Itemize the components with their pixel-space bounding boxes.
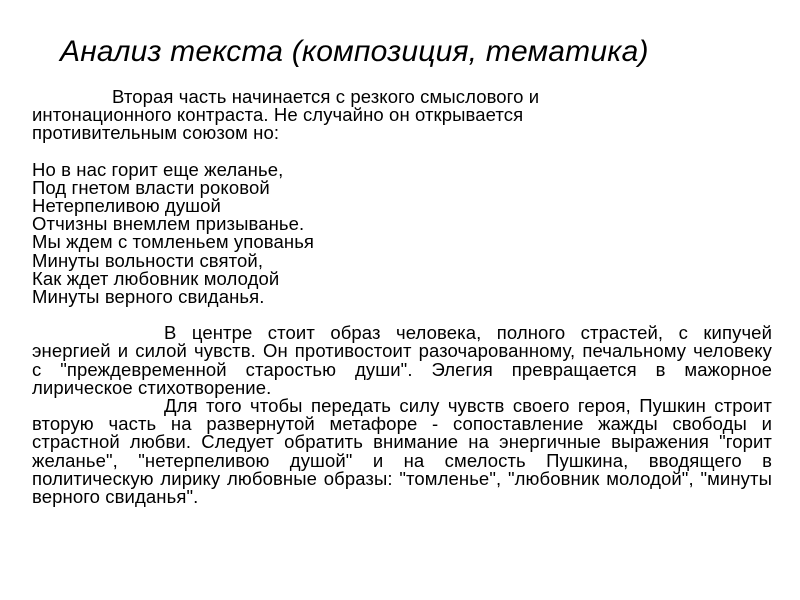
intro-paragraph: Вторая часть начинается с резкого смыслового и интонационного контраста. Не случайно он открывается противительным союзом но:	[32, 86, 540, 144]
poem-excerpt	[32, 158, 772, 308]
poem-line: Нетерпеливою душой	[32, 195, 221, 217]
slide-title: Анализ текста (композиция, тематика)	[60, 35, 649, 68]
poem-line: Мы ждем с томленьем упованья	[32, 231, 315, 253]
poem-line: Под гнетом власти роковой	[32, 176, 270, 198]
poem-line: Минуты верного свиданья.	[32, 286, 265, 308]
analysis-paragraph-1: В центре стоит образ человека, полного страстей, с кипучей энергией и силой чувств. Он противостоит разочарованному, печальному человеку с "преждевременной старостью души". Элегия превращается в мажорное лирическое стихотворение.	[32, 322, 772, 398]
poem-line: Но в нас горит еще желанье,	[32, 158, 284, 180]
poem-line: Как ждет любовник молодой	[32, 267, 280, 289]
slide-body	[32, 88, 772, 506]
poem-line: Минуты вольности святой,	[32, 249, 264, 271]
poem-line: Отчизны внемлем призыванье.	[32, 213, 305, 235]
analysis-paragraph-2: Для того чтобы передать силу чувств своего героя, Пушкин строит вторую часть на развернутой метафоре - сопоставление жажды свободы и страстной любви. Следует обратить внимание на энергичные выражения "горит желанье", "нетерпеливою душой" и на смелость Пушкина, вводящего в политическую лирику любовные образы: "томленье", "любовник молодой", "минуты верного свиданья".	[32, 395, 772, 508]
